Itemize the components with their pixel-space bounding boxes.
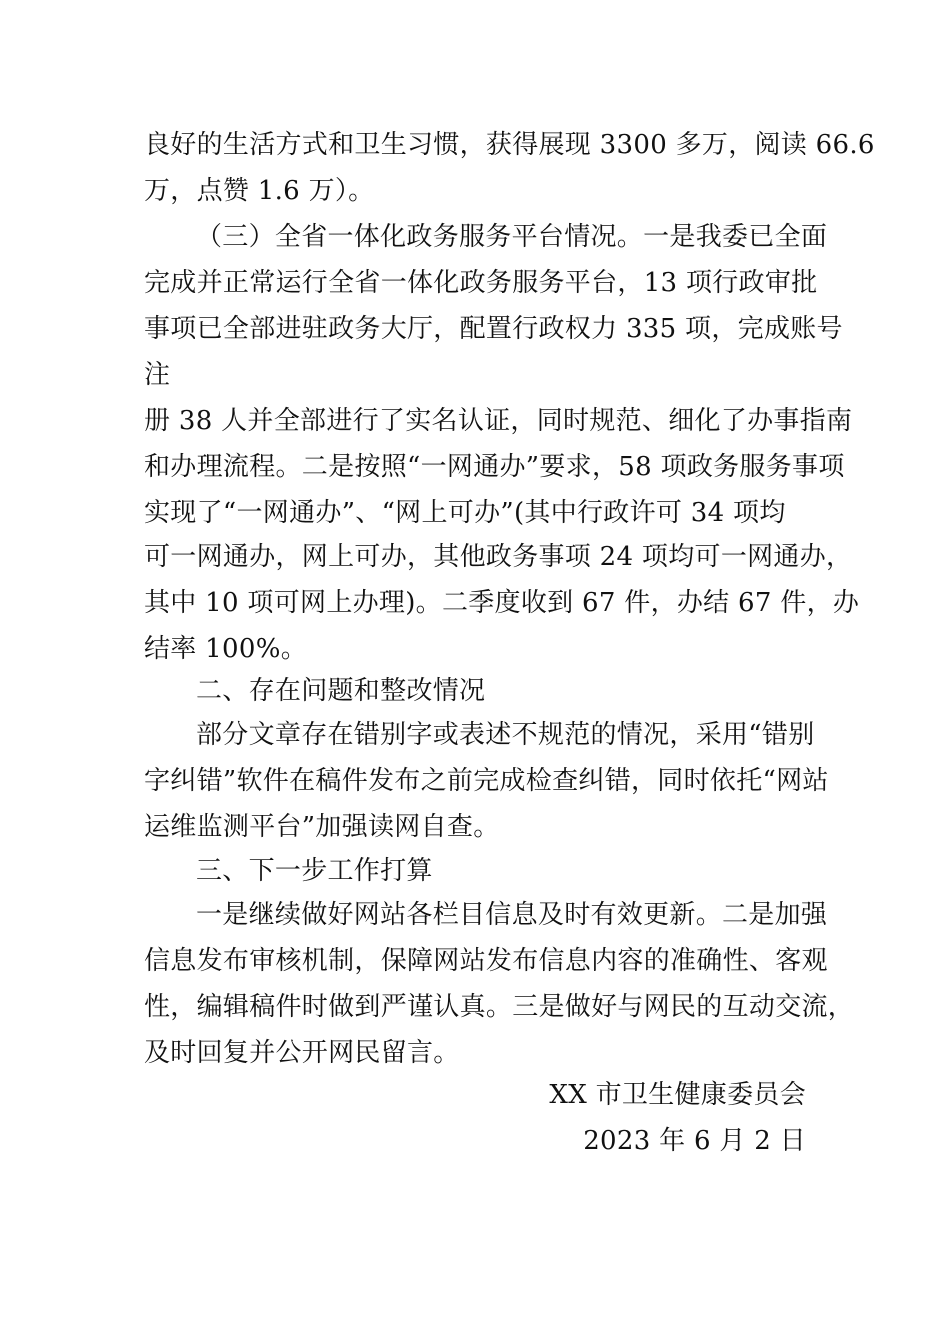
text-line: 信息发布审核机制，保障网站发布信息内容的准确性、客观 bbox=[144, 946, 828, 976]
text-line: 注 bbox=[144, 360, 171, 390]
signature-date: 2023 年 6 月 2 日 bbox=[583, 1126, 806, 1156]
text-line: 和办理流程。二是按照“一网通办”要求，58 项政务服务事项 bbox=[144, 452, 845, 482]
text-line: 其中 10 项可网上办理)。二季度收到 67 件，办结 67 件，办 bbox=[144, 588, 860, 618]
text-line: 册 38 人并全部进行了实名认证，同时规范、细化了办事指南 bbox=[144, 406, 853, 436]
section-heading-next-steps: 三、下一步工作打算 bbox=[196, 856, 433, 886]
text-line: 字纠错”软件在稿件发布之前完成检查纠错，同时依托“网站 bbox=[144, 766, 829, 796]
text-line: 部分文章存在错别字或表述不规范的情况，采用“错别 bbox=[196, 720, 815, 750]
text-line: 结率 100%。 bbox=[144, 634, 307, 664]
text-line: 万，点赞 1.6 万）。 bbox=[144, 176, 375, 206]
signature-organization: XX 市卫生健康委员会 bbox=[549, 1080, 806, 1110]
section-heading-platform: （三）全省一体化政务服务平台情况。一是我委已全面 bbox=[196, 222, 828, 252]
text-line: 实现了“一网通办”、“网上可办”(其中行政许可 34 项均 bbox=[144, 498, 786, 528]
text-line: 事项已全部进驻政务大厅，配置行政权力 335 项，完成账号 bbox=[144, 314, 843, 344]
text-line: 一是继续做好网站各栏目信息及时有效更新。二是加强 bbox=[196, 900, 828, 930]
text-line: 可一网通办，网上可办，其他政务事项 24 项均可一网通办， bbox=[144, 542, 853, 572]
text-line: 良好的生活方式和卫生习惯，获得展现 3300 多万，阅读 66.6 bbox=[144, 130, 875, 160]
text-line: 性，编辑稿件时做到严谨认真。三是做好与网民的互动交流， bbox=[144, 992, 855, 1022]
text-line: 及时回复并公开网民留言。 bbox=[144, 1038, 460, 1068]
text-line: 运维监测平台”加强读网自查。 bbox=[144, 812, 500, 842]
text-line: 完成并正常运行全省一体化政务服务平台，13 项行政审批 bbox=[144, 268, 818, 298]
section-heading-issues: 二、存在问题和整改情况 bbox=[196, 676, 486, 706]
